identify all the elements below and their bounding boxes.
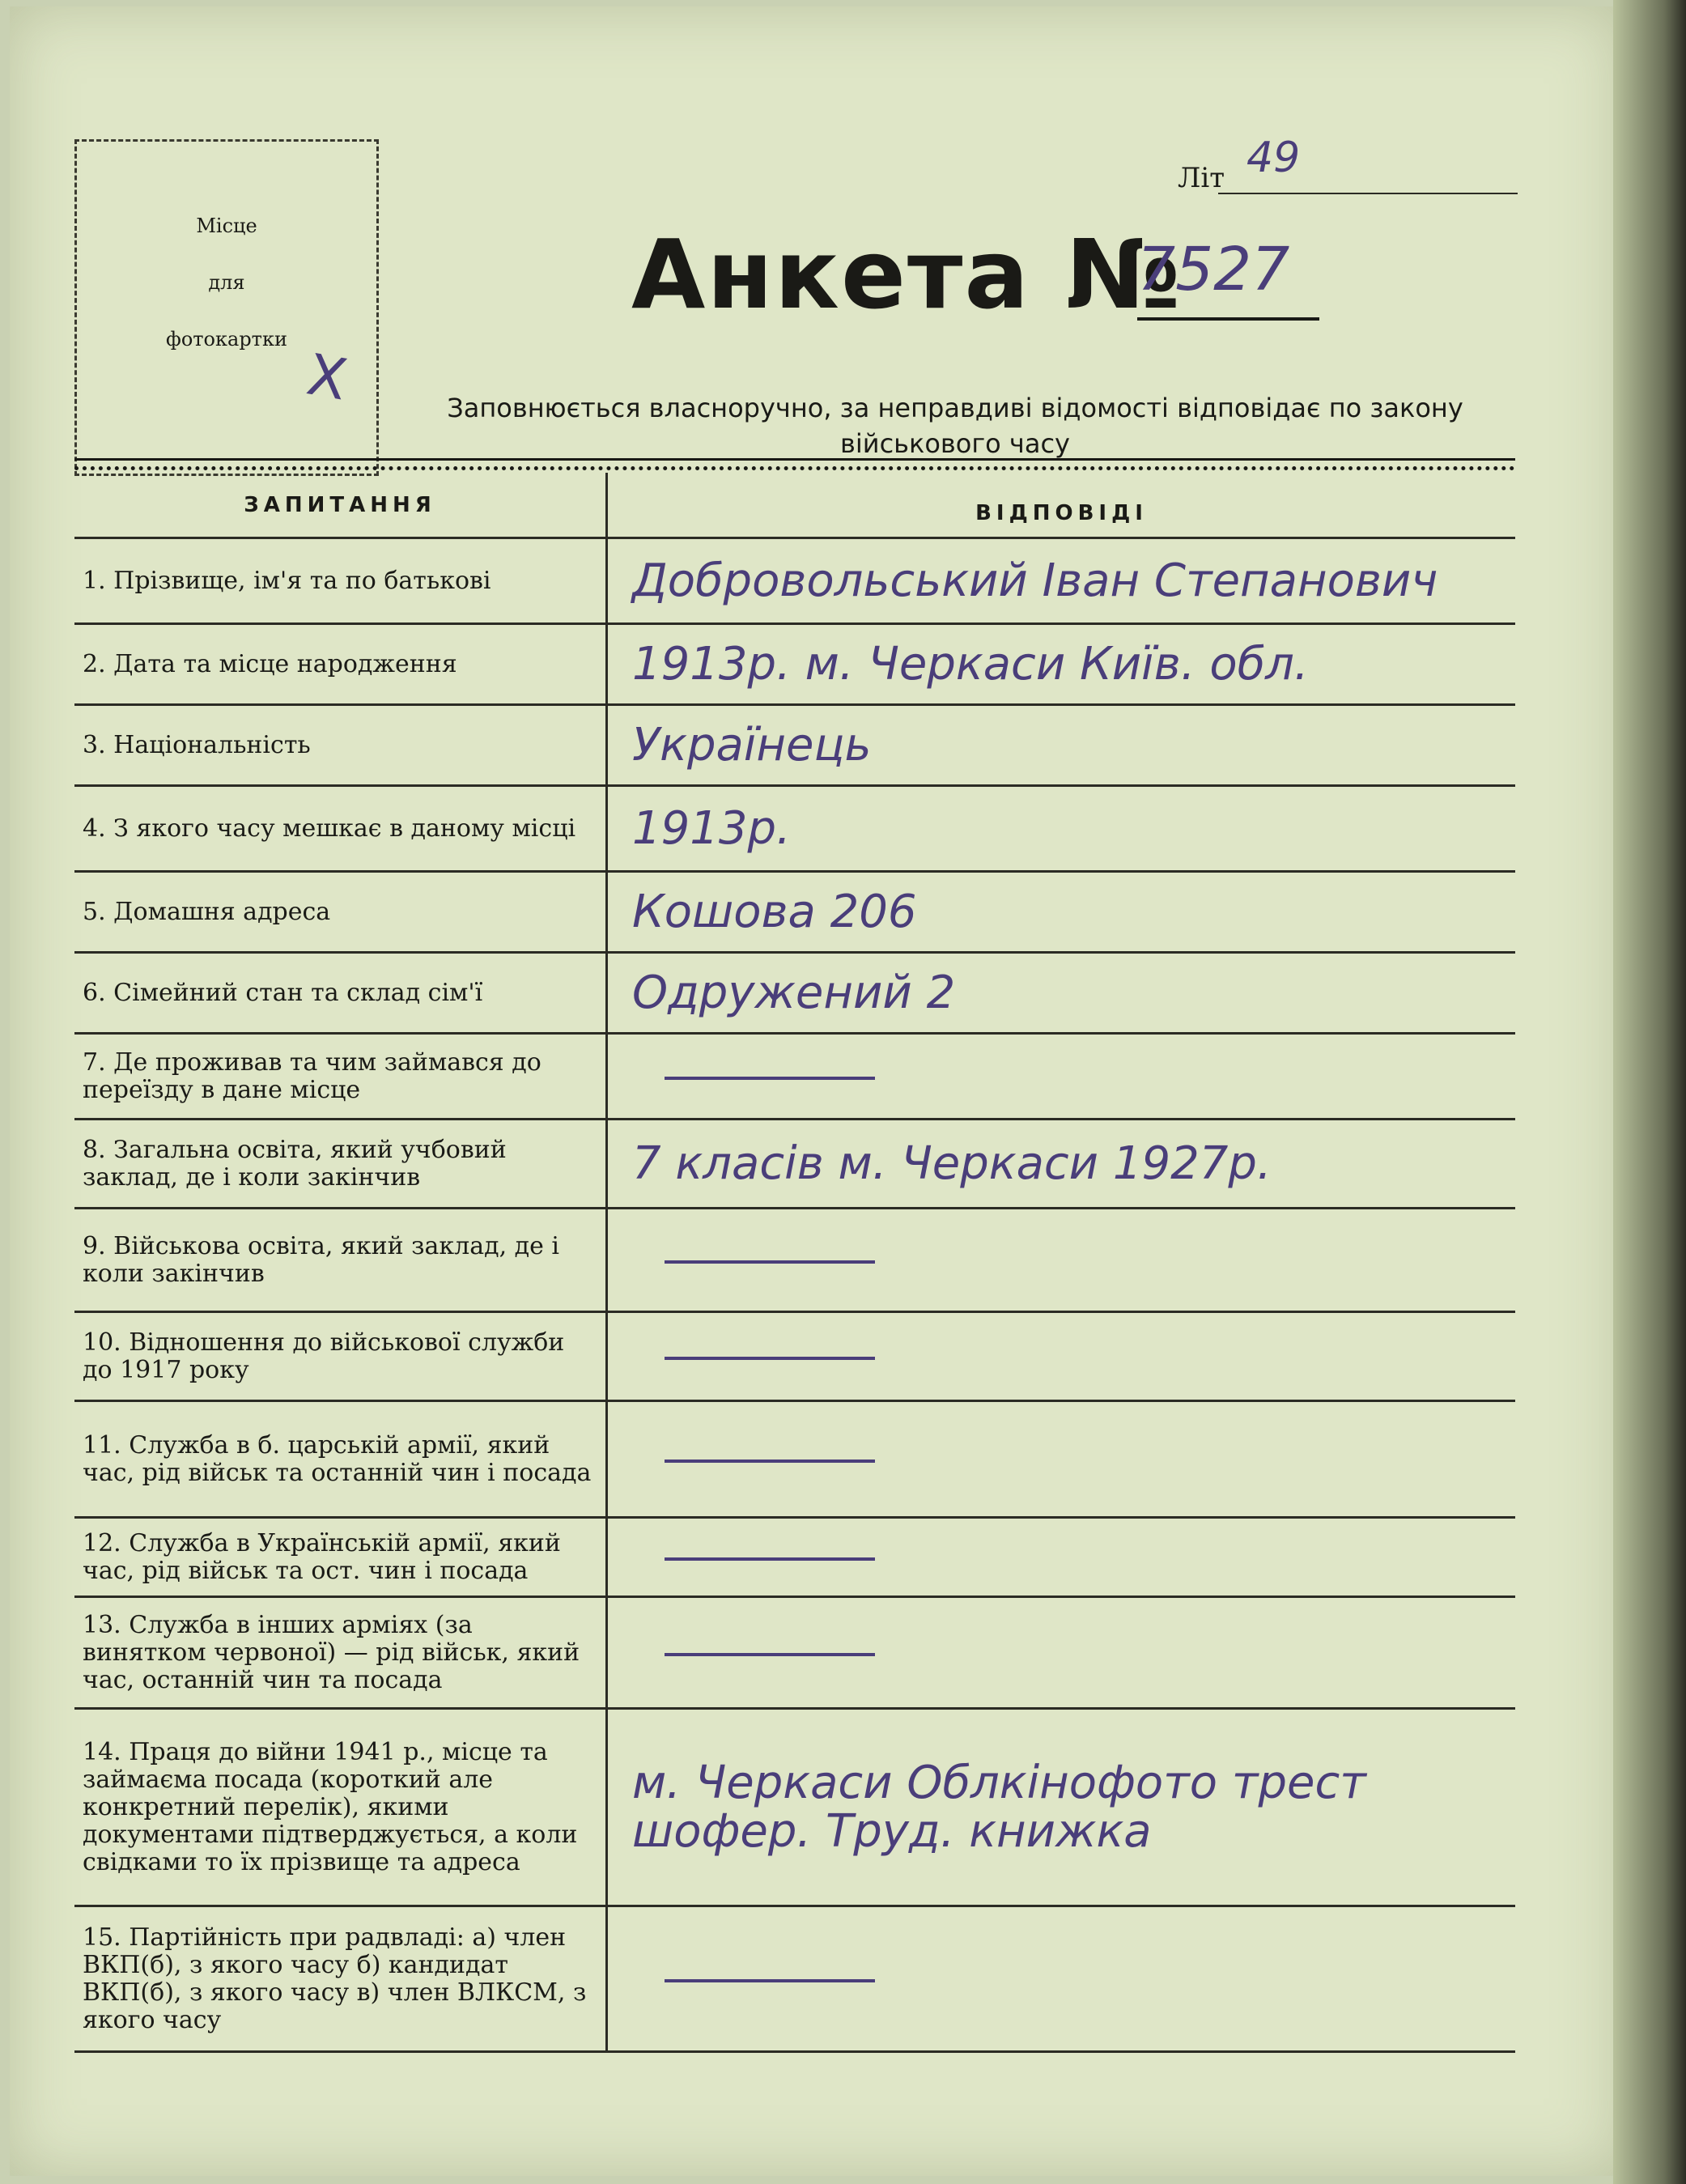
table-row [74, 872, 1515, 953]
question-cell: 9. Військова освіта, який заклад, де і коли закінчив [74, 1209, 607, 1312]
question-cell: 10. Відношення до військової служби до 1917 року [74, 1312, 607, 1401]
question-cell: 6. Сімейний стан та склад сім'ї [74, 953, 607, 1034]
form-number-underline [1137, 317, 1319, 321]
answer-cell [607, 1209, 1516, 1312]
answer-cell: Одружений 2 [607, 953, 1516, 1034]
lit-underline [1218, 193, 1518, 194]
table-row [74, 1401, 1515, 1518]
photo-label-line3: фотокартки [166, 328, 287, 351]
table-row [74, 1906, 1515, 2052]
empty-answer-dash [665, 1653, 875, 1656]
question-cell: 7. Де проживав та чим займався до переїзду в дане місце [74, 1034, 607, 1120]
answer-cell: м. Черкаси Облкінофото трест шофер. Труд. книжка [607, 1709, 1516, 1906]
empty-answer-dash [665, 1460, 875, 1463]
subtitle: Заповнюється власноручно, за неправдиві відомості відповідає по закону військового часу [447, 393, 1463, 459]
question-cell: 15. Партійність при радвладі: а) член ВКП(б), з якого часу б) кандидат ВКП(б), з якого часу в) член ВЛКСМ, з якого часу [74, 1906, 607, 2052]
page-title: Анкета № [631, 219, 1183, 330]
answer-cell: 1913р. [607, 786, 1516, 872]
answer-cell [607, 1518, 1516, 1597]
table-row [74, 1709, 1515, 1906]
answer-cell: Добровольський Іван Степанович [607, 538, 1516, 624]
answers-header: ВІДПОВІДІ [607, 473, 1516, 538]
answer-cell: 1913р. м. Черкаси Київ. обл. [607, 624, 1516, 705]
header-divider-dotted [74, 466, 1515, 470]
empty-answer-dash [665, 1557, 875, 1561]
question-cell: 5. Домашня адреса [74, 872, 607, 953]
question-cell: 8. Загальна освіта, який учбовий заклад, де і коли закінчив [74, 1120, 607, 1209]
question-cell: 2. Дата та місце народження [74, 624, 607, 705]
empty-answer-dash [665, 1260, 875, 1264]
photo-label-line2: для [208, 271, 245, 294]
table-row [74, 705, 1515, 786]
form-number: 7527 [1137, 235, 1290, 304]
question-cell: 11. Служба в б. царській армії, який час, рід військ та останній чин і посада [74, 1401, 607, 1518]
photo-placeholder [74, 139, 379, 476]
empty-answer-dash [665, 1077, 875, 1080]
photo-mark: X [302, 341, 352, 414]
question-cell: 13. Служба в інших арміях (за винятком червоної) — рід військ, який час, останній чин та посада [74, 1597, 607, 1709]
answer-cell: Кошова 206 [607, 872, 1516, 953]
answer-cell [607, 1034, 1516, 1120]
questionnaire-table [74, 473, 1515, 2053]
answer-cell: 7 класів м. Черкаси 1927р. [607, 1120, 1516, 1209]
question-cell: 3. Національність [74, 705, 607, 786]
empty-answer-dash [665, 1357, 875, 1360]
photo-label-line1: Місце [196, 215, 257, 237]
table-row [74, 538, 1515, 624]
table-row [74, 1120, 1515, 1209]
table-row [74, 1518, 1515, 1597]
answer-cell [607, 1312, 1516, 1401]
questions-header: ЗАПИТАННЯ [74, 473, 607, 538]
page-edge-shadow [1613, 0, 1686, 2184]
table-row [74, 624, 1515, 705]
answer-cell: Українець [607, 705, 1516, 786]
table-row [74, 953, 1515, 1034]
question-cell: 14. Праця до війни 1941 р., місце та займаєма посада (короткий але конкретний перелік), якими документами підтверджується, а коли свідками то їх прізвище та адреса [74, 1709, 607, 1906]
question-cell: 1. Прізвище, ім'я та по батькові [74, 538, 607, 624]
table-row [74, 786, 1515, 872]
table-row [74, 1312, 1515, 1401]
lit-value: 49 [1246, 134, 1301, 182]
answer-cell [607, 1906, 1516, 2052]
table-row [74, 1034, 1515, 1120]
lit-label: Літ [1178, 162, 1225, 194]
question-cell: 12. Служба в Українській армії, який час, рід військ та ост. чин і посада [74, 1518, 607, 1597]
empty-answer-dash [665, 1979, 875, 1982]
question-cell: 4. З якого часу мешкає в даному місці [74, 786, 607, 872]
answer-cell [607, 1597, 1516, 1709]
table-row [74, 1597, 1515, 1709]
table-row [74, 1209, 1515, 1312]
answer-cell [607, 1401, 1516, 1518]
